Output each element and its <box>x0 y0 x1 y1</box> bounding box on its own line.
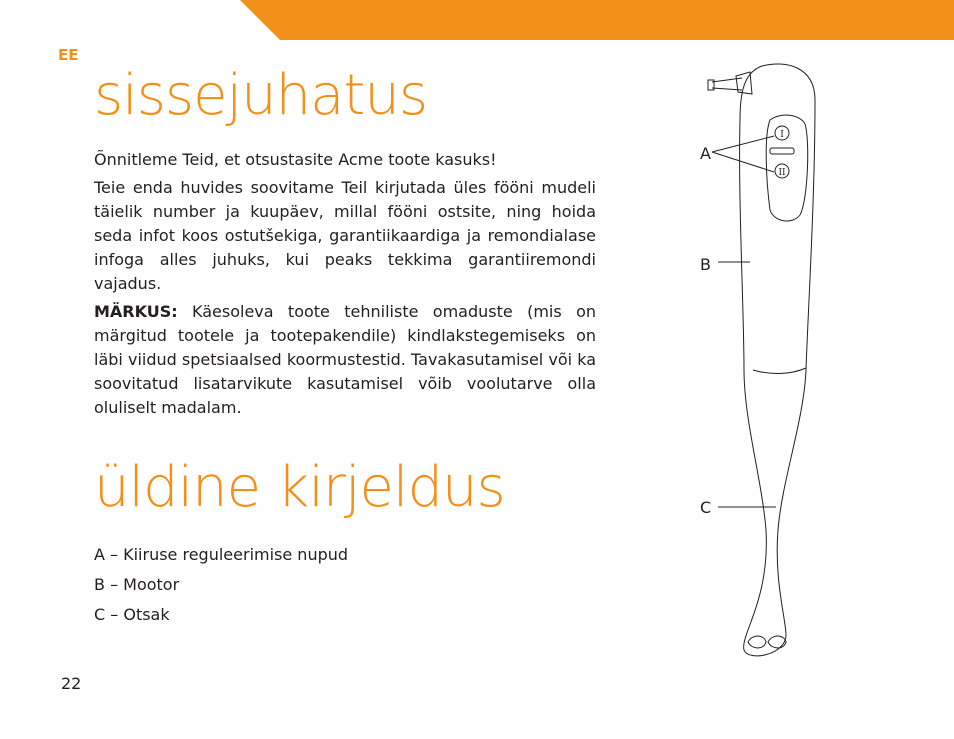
language-code: EE <box>58 46 79 64</box>
intro-paragraph-1: Õnnitleme Teid, et otsustasite Acme toote kasuks! <box>94 150 497 169</box>
page-number: 22 <box>61 674 82 693</box>
callout-c: C <box>700 498 712 517</box>
callout-a: A <box>700 144 711 163</box>
list-item: B – Mootor <box>94 575 180 594</box>
callout-b: B <box>700 255 711 274</box>
orange-header-band <box>0 0 954 42</box>
intro-title: sissejuhatus <box>94 63 428 128</box>
parts-list <box>94 540 348 630</box>
note-paragraph <box>94 300 596 420</box>
speed-button-2-label: II <box>778 168 786 178</box>
note-text: Käesoleva toote tehniliste omaduste (mis on märgitud tootele ja tootepakendile) kindlakstegemiseks on läbi viidud spetsiaalsed koormustestid. Tavakasutamisel või ka soovitatud lisatarvikute kasutamisel võib voolutarve olla oluliselt madalam. <box>94 302 596 417</box>
list-item: C – Otsak <box>94 605 170 624</box>
description-title: üldine kirjeldus <box>94 455 505 520</box>
intro-paragraph-2: Teie enda huvides soovitame Teil kirjutada üles fööni mudeli täielik number ja kuupäev, millal fööni ostsite, ning hoida seda infot koos ostutšekiga, garantiikaardiga ja remondialase infoga alles juhuks, kui peaks tekkima garantiiremondi vajadus. <box>94 178 596 293</box>
list-item: A – Kiiruse reguleerimise nupud <box>94 545 349 564</box>
speed-button-1-label: I <box>780 130 784 140</box>
note-label: MÄRKUS: <box>94 302 178 321</box>
